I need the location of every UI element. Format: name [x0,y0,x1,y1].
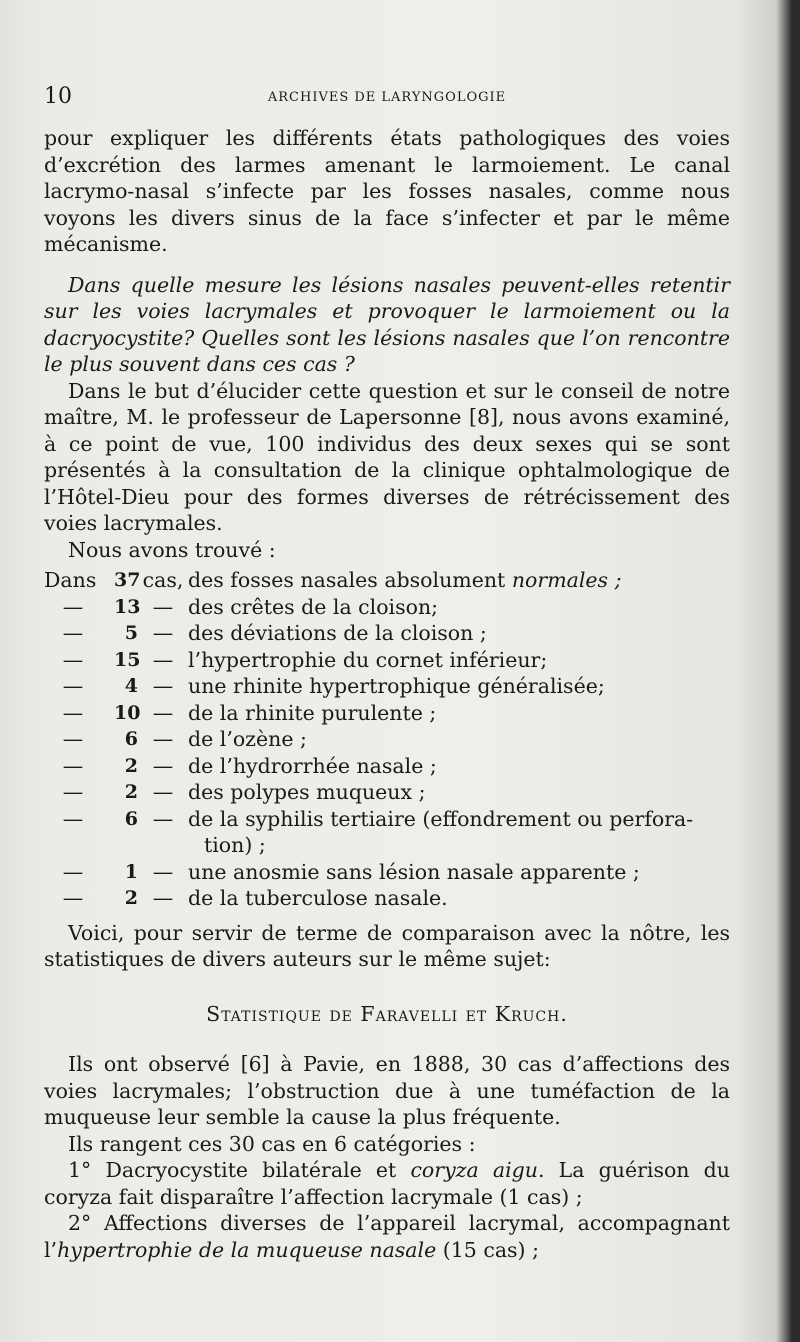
section-title: Statistique de Faravelli et Kruch. [206,1001,568,1026]
stat-row [44,594,730,621]
stat-lead: — [62,594,84,619]
stat-row [44,806,730,833]
stat-lead: — [62,674,84,698]
paragraph-categories: Ils rangent ces 30 cas en 6 catégories : [68,1131,476,1156]
stat-row [44,700,730,727]
stat-lead: Dans [44,568,97,592]
statistics-list [44,567,730,912]
stat-dash: — [152,886,174,910]
stat-count: 2 [124,887,138,909]
stat-dash: — [152,753,174,778]
stat-text: de l’ozène ; [188,727,307,751]
stat-row [44,885,730,912]
category-item-2: 2° Affections diverses de l’appareil lacrymal, accompagnant l’hypertrophie de la muqueuse nasale (15 cas) ; [44,1211,730,1262]
stat-lead: — [62,753,84,778]
stat-text: de la tuberculose nasale. [188,886,448,910]
stat-text: des déviations de la cloison ; [188,621,487,645]
stat-text: des crêtes de la cloison; [188,594,439,619]
paragraph-method: Dans le but d’élucider cette question et sur le conseil de notre maître, M. le professeur de Lapersonne [8], nous avons examiné, à ce point de vue, 100 individus des deux sexes qui se sont présentés à la consultation de la clinique ophtalmologique de l’Hôtel-Dieu pour des formes diverses de rétrécissement des voies lacrymales. [44,378,730,535]
paragraph-intro: pour expliquer les différents états pathologiques des voies d’excrétion des larmes amenant le larmoiement. Le canal lacrymo-nasal s’infecte par les fosses nasales, comme nous voyons les divers sinus de la face s’infecter et par le même mécanisme. [44,126,730,256]
stat-row [44,726,730,753]
stat-count: 13 [114,595,141,618]
stat-dash: — [152,700,174,725]
stat-count: 2 [124,781,138,803]
stat-count: 15 [114,648,141,671]
stat-count: 4 [124,675,138,697]
stat-text: l’hypertrophie du cornet inférieur; [188,647,548,672]
stat-text: une rhinite hypertrophique généralisée; [188,674,605,698]
stat-row [44,673,730,700]
stat-row [44,753,730,780]
stat-text: des polypes muqueux ; [188,780,426,804]
stat-dash: — [152,859,174,884]
stat-dash: cas, [142,568,184,592]
stat-lead: — [62,647,84,672]
stat-lead: — [62,886,84,910]
stat-dash: — [152,727,174,751]
page-body [44,125,730,1263]
stat-lead: — [62,621,84,645]
stat-text: une anosmie sans lésion nasale apparente ; [188,859,640,884]
stat-lead: — [62,859,84,884]
running-title: ARCHIVES DE LARYNGOLOGIE [267,90,507,105]
stat-lead: — [62,727,84,751]
stat-dash: — [152,674,174,698]
stat-count: 37 [114,569,141,591]
stat-count: 6 [124,728,138,750]
found-intro: Nous avons trouvé : [68,537,276,562]
paragraph-comparison: Voici, pour servir de terme de comparaison avec la nôtre, les statistiques de divers auteurs sur le même sujet: [44,920,730,971]
stat-text: des fosses nasales absolument normales ; [188,568,622,592]
paragraph-observation: Ils ont observé [6] à Pavie, en 1888, 30 cas d’affections des voies lacrymales; l’obstruction due à une tuméfaction de la muqueuse leur semble la cause la plus fréquente. [44,1052,730,1129]
stat-lead: — [62,780,84,804]
stat-text-continuation: tion) ; [204,833,266,857]
stat-row [44,620,730,647]
page-number: 10 [44,84,72,109]
stat-lead: — [62,806,84,831]
stat-dash: — [152,806,174,831]
stat-text: de l’hydrorrhée nasale ; [188,753,437,778]
stat-count: 1 [124,860,138,883]
stat-count: 6 [124,807,138,830]
stat-row [44,567,730,594]
stat-lead: — [62,700,84,725]
stat-dash: — [152,621,174,645]
stat-row-continuation [44,832,730,859]
category-item-1: 1° Dacryocystite bilatérale et coryza aigu. La guérison du coryza fait disparaître l’affection lacrymale (1 cas) ; [44,1158,730,1209]
stat-dash: — [152,780,174,804]
stat-dash: — [152,647,174,672]
question-paragraph: Dans quelle mesure les lésions nasales peuvent-elles retentir sur les voies lacrymales et provoquer le larmoiement ou la dacryocystite? Quelles sont les lésions nasales que l’on rencontre le plus souvent dans ces cas ? [44,272,730,376]
stat-dash: — [152,594,174,619]
stat-row [44,779,730,806]
stat-text: de la syphilis tertiaire (effondrement ou perfora- [188,806,694,831]
stat-count: 10 [114,701,141,724]
stat-count: 5 [124,622,138,644]
page-header [44,84,730,110]
stat-text: de la rhinite purulente ; [188,700,437,725]
stat-row [44,647,730,674]
stat-row [44,859,730,886]
stat-count: 2 [124,754,138,777]
